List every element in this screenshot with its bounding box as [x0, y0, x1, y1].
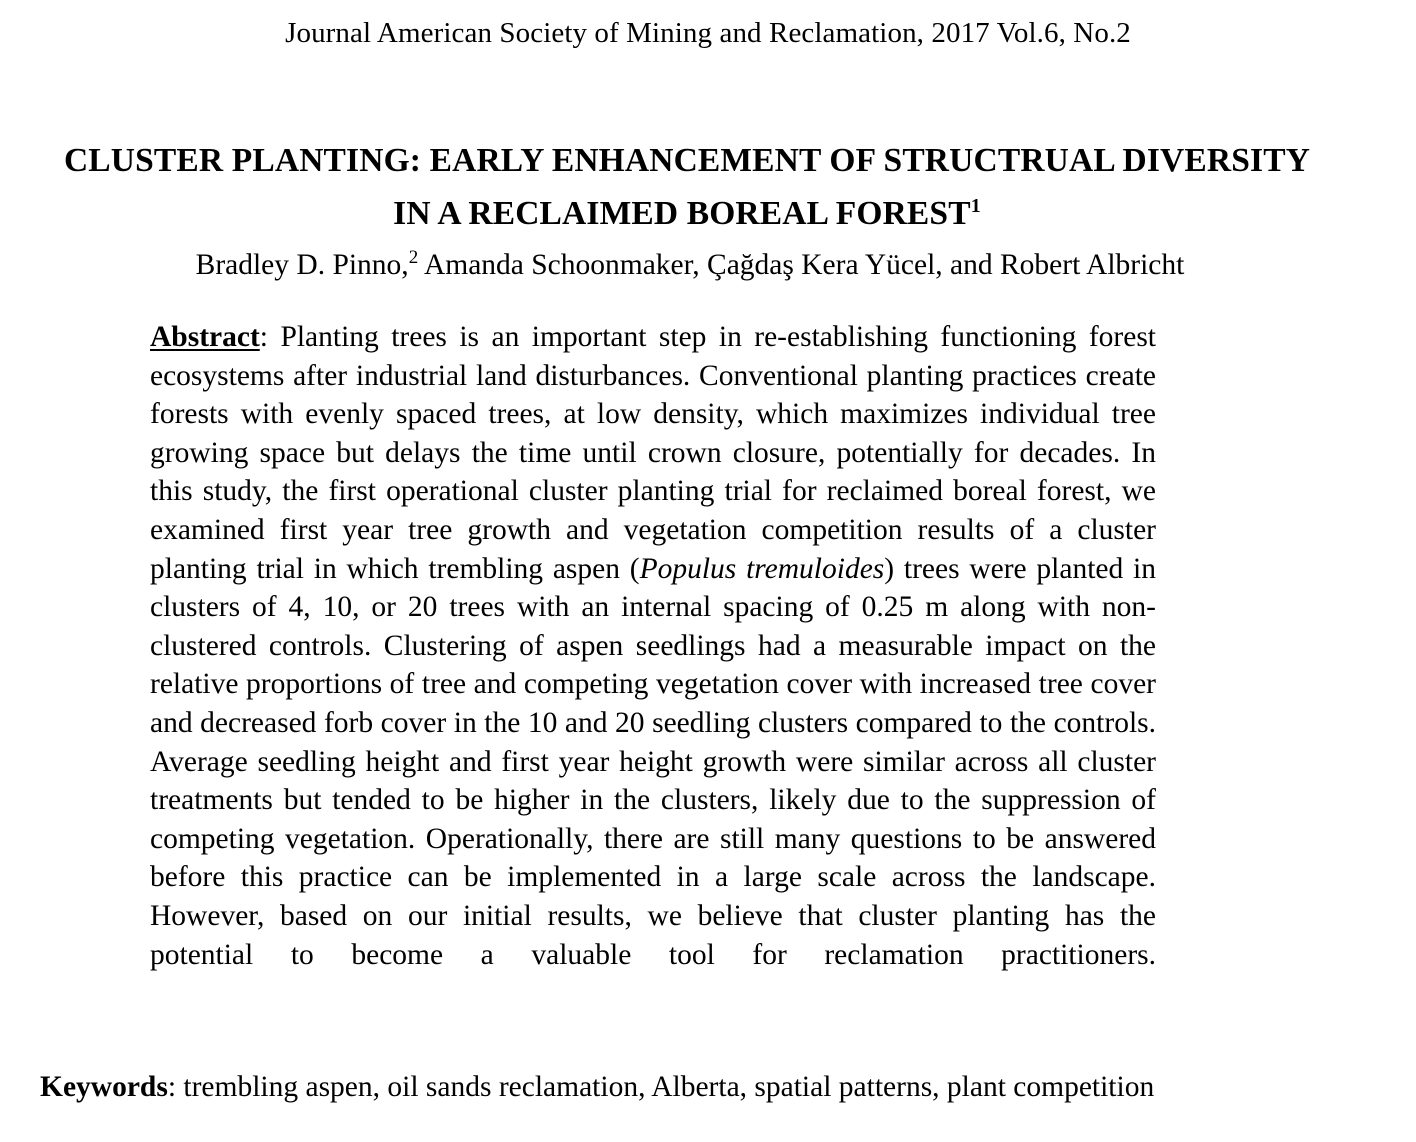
keywords-label: Keywords: [40, 1071, 168, 1103]
author-remaining: Amanda Schoonmaker, Çağdaş Kera Yücel, and Robert Albricht: [423, 249, 1185, 281]
abstract-separator: :: [259, 321, 281, 353]
abstract-paragraph: [150, 318, 1156, 1013]
author-list: [60, 245, 1320, 285]
author-footnote-marker: 2: [408, 247, 419, 269]
title-text: CLUSTER PLANTING: EARLY ENHANCEMENT OF STRUCTRUAL DIVERSITY IN A RECLAIMED BOREAL FOREST: [63, 142, 1311, 233]
keywords-line: [40, 1068, 1380, 1107]
abstract-text-part2: ) trees were planted in clusters of 4, 10, or 20 trees with an internal spacing of 0.25 m along with non-clustered controls. Clustering of aspen seedlings had a measurable impact on the relative proportions of tree and competing vegetation cover with increased tree cover and decreased forb cover in the 10 and 20 seedling clusters compared to the controls. Average seedling height and first year height growth were similar across all cluster treatments but tended to be higher in the clusters, likely due to the suppression of competing vegetation. Operationally, there are still many questions to be answered before this practice can be implemented in a large scale across the landscape. However, based on our initial results, we believe that cluster planting has the potential to become a valuable tool for reclamation practitioners.: [150, 552, 1156, 971]
author-first: Bradley D. Pinno,: [195, 249, 409, 281]
species-name: Populus tremuloides: [639, 552, 885, 585]
abstract-label: Abstract: [150, 321, 260, 353]
page-title: [62, 134, 1312, 240]
abstract-text-part1: Planting trees is an important step in re-establishing functioning forest ecosystems after industrial land disturbances. Conventional planting practices create forests with evenly spaced trees, at low density, which maximizes individual tree growing space but delays the time until crown closure, potentially for decades. In this study, the first operational cluster planting trial for reclaimed boreal forest, we examined first year tree growth and vegetation competition results of a cluster planting trial in which trembling aspen (: [150, 321, 1157, 585]
title-footnote-marker: 1: [970, 195, 981, 218]
keywords-separator: :: [167, 1071, 184, 1103]
keywords-terms: trembling aspen, oil sands reclamation, Alberta, spatial patterns, plant competition: [183, 1071, 1155, 1103]
running-header: Journal American Society of Mining and Reclamation, 2017 Vol.6, No.2: [285, 17, 1131, 49]
